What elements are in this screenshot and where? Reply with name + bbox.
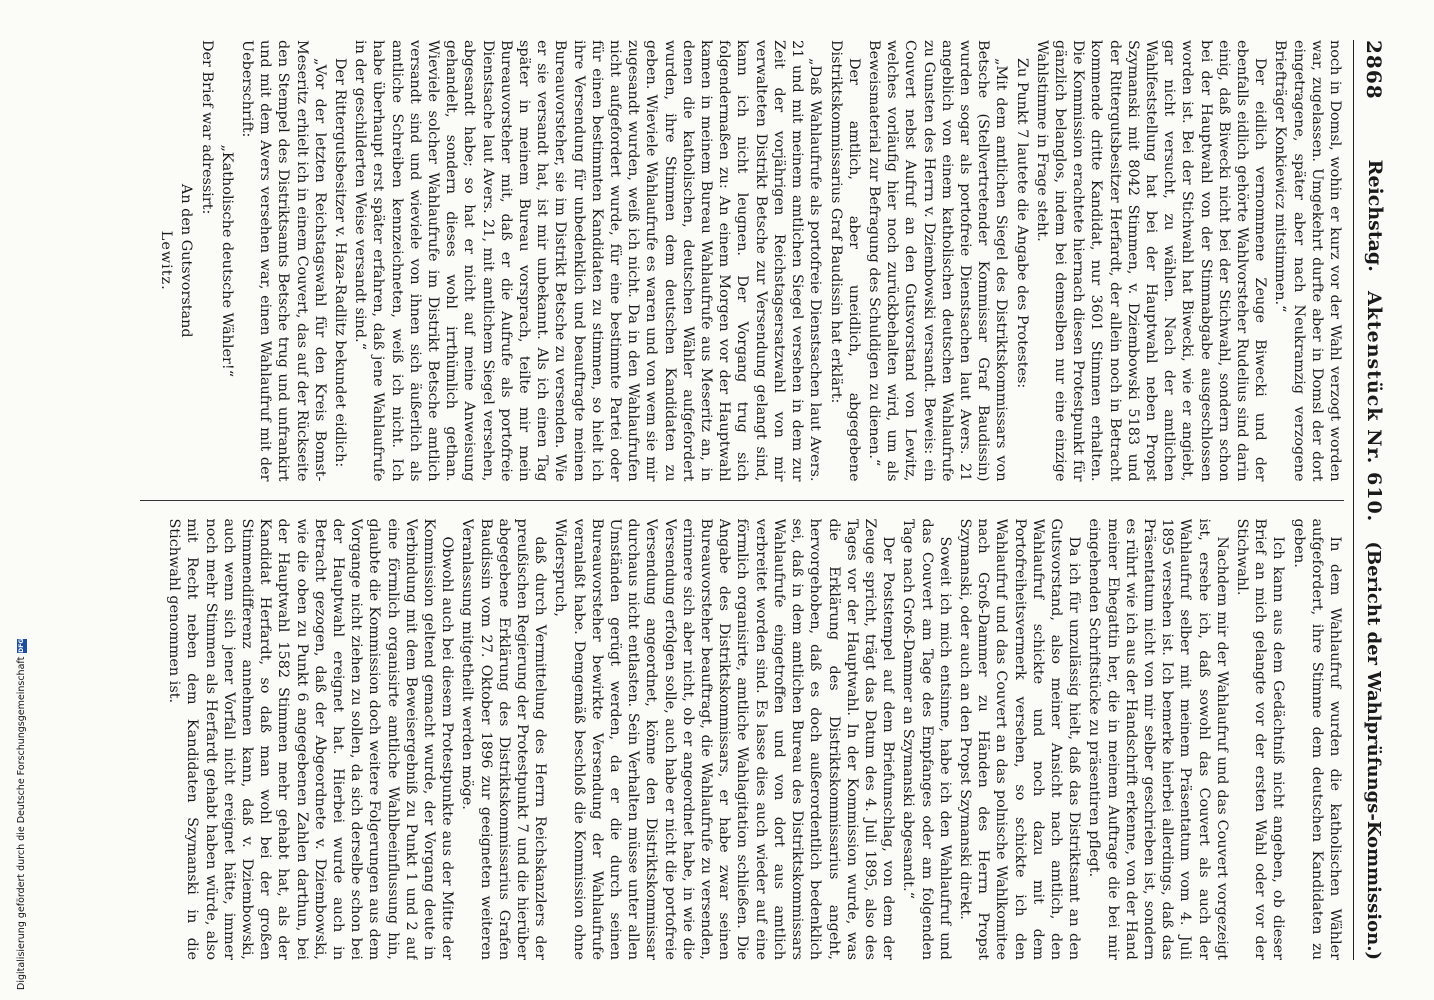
section-title: Reichstag. [1364, 159, 1386, 272]
committee-title: (Bericht der Wahlprüfungs-Kommission.) [1363, 541, 1385, 960]
rotated-document-page [100, 0, 1434, 1000]
paragraph: noch in Domsl, wohin er kurz vor der Wahl verzogt worden war, zugelassen. Umgekehrt durfte aber in Domsl der dort eingetragene, später aber nach Neukramzig verzogene Briefträger Konkiewicz mitstimmen.“ [1272, 40, 1343, 482]
running-head [1353, 40, 1394, 960]
quotation: „Daß Wahlaufrufe als portofreie Dienstsachen laut Avers. 21 und mit meinem amtlichen Siegel versehen in dem zur Zeit der vorjährigen Reichstagsersatzwahl von mir verwalteten Distrikt Betsche zur Versendung gelangt sind, kann ich nicht leugnen. Der Vorgang trug sich folgendermaßen zu: An einem Morgen vor der Hauptwahl kamen in meinem Bureau Wahlaufrufe aus Meseritz an, in denen die katholischen, deutschen Wähler aufgefordert wurden, ihre Stimmen dem deutschen Kandidaten zu geben. Wieviele Wahlaufrufe es waren und von wem sie mir zugesandt wurden, weiß ich nicht. Da in den Wahlaufrufen nicht aufgefordert wurde, für eine bestimmte Partei oder für einen bestimmten Kandidaten zu stimmen, so hielt ich ihre Versendung für unbedenklich und beauftragte meinen Bureauvorsteher, sie im Distrikt Betsche zu versenden. Wie er sie versandt hat, ist mir unbekannt. Als ich einen Tag später in meinem Bureau vorsprach, teilte mir mein Bureauvorsteher mit, daß er die Aufrufe als portofreie Dienstsache laut Avers. 21, mit amtlichem Siegel versehen, abgesandt habe; so hat er nicht auf meine Anweisung gehandelt, sondern dieses wohl irrthümlich gethan. Wieviele solcher Wahlaufrufe im Distrikt Betsche amtlich versandt sind und wieviele von ihnen sich äußerlich als amtliche Schreiben kennzeichneten, weiß ich nicht. Ich habe überhaupt erst später erfahren, daß jene Wahlaufrufe in der geschilderten Weise versandt sind.“ [352, 40, 824, 482]
paragraph: Soweit ich mich entsinne, habe ich den Wahlaufruf und das Couvert am Tage des Empfanges oder am folgenden Tage nach Groß-Dammer an Szymanski abgesandt.“ [900, 518, 953, 960]
resolution: daß durch Vermittelung des Herrn Reichskanzlers der preußischen Regierung der Protestpunkt 7 und die hierüber abgegebene Erklärung des Distriktskommissarius Grafen Baudissin vom 27. Oktober 1896 zur geeigneten weiteren Veranlassung mitgetheilt werden möge. [459, 518, 549, 960]
paragraph: Zu Punkt 7 lautete die Angabe des Protestes: [1013, 58, 1030, 389]
quotation: „Vor der letzten Reichstagswahl für den Kreis Bomst-Meseritz erhielt ich in einem Couvert, das auf der Rückseite den Stempel des Distriktsamts Betsche trug und unfrankirt und mit dem Avers versehen war, einen Wahlaufruf mit der Ueberschrift: [239, 40, 328, 482]
dfg-logo-icon: DFG [17, 638, 25, 653]
paragraph: Der amtlich, aber uneidlich, abgegebene Distriktskommissarius Graf Baudissin hat erklärt: [827, 40, 862, 482]
left-column [140, 40, 1344, 482]
paragraph: Da ich für unzulässig hielt, daß das Distriktsamt an den Gutsvorstand, also meiner Ansicht nach amtlich, den Wahlaufruf schickte und noch dazu mit dem Portofreiheitsvermerk versehen, so schickte ich den Wahlaufruf und das Couvert an das polnische Wahlkomitee nach Groß-Dammer zu Händen des Herrn Propst Szymanski, oder auch an den Propst Szymanski direkt. [956, 518, 1083, 960]
right-column [140, 519, 1344, 961]
quoted-heading: „Katholische deutsche Wähler!“ [218, 144, 235, 378]
paragraph: Nachdem mir der Wahlaufruf und das Couvert vorgezeigt ist, ersehe ich, daß sowohl das Couvert als auch der Wahlaufruf selber mit meinem Präsentatum vom 4. Juli 1895 versehen ist. Ich bemerke hierbei allerdings, daß das Präsentatum nicht von mir selber geschrieben ist, sondern es rührt wie ich aus der Handschrift erkenne, von der Hand meiner Ehegattin her, die in meinem Auftrage die bei mir eingehenden Schriftstücke zu präsentiren pflegt. [1086, 518, 1230, 960]
paragraph: Ich kann aus dem Gedächtniß nicht angeben, ob dieser Brief an mich gelangte vor der ersten Wahl oder vor der Stichwahl. [1233, 518, 1287, 960]
digitization-credit [0, 0, 27, 1000]
quotation: „Mit dem amtlichen Siegel des Distriktskommissars von Betsche (Stellvertretender Kommissar Graf Baudissin) wurden sogar als portofreie Dienstsachen laut Avers. 21 angeblich von einem katholischen deutschen Wahlaufrufe zu Gunsten des Herrn v. Dziembowski versandt. Beweis: ein Couvert nebst Aufruf an den Gutsvorstand von Lewitz, welches vorläufig hier noch zurückbehalten wird, um als Beweismaterial zur Befragung des Schuldigen zu dienen.“ [865, 40, 1010, 482]
paragraph: In dem Wahlaufruf wurden die katholischen Wähler aufgefordert, ihre Stimme dem deutschen Kandidaten zu geben. [1290, 518, 1343, 960]
paragraph: Der Poststempel auf dem Briefumschlag, von dem der Zeuge spricht, trägt das Datum des 4. Juli 1895, also des Tages vor der Hauptwahl. In der Kommission wurde, was die Erklärung des Distriktskommissarius angeht, hervorgehoben, daß es doch außerordentlich bedenklich sei, daß in dem amtlichen Bureau des Distriktskommissars Wahlaufrufe eingetroffen und von dort aus amtlich verbreitet worden sind. Es lasse dies auch wieder auf eine förmlich organisirte, amtliche Wahlagitation schließen. Die Angabe des Distriktskommissars, er habe zwar seinen Bureauvorsteher beauftragt, die Wahlaufrufe zu versenden, erinnere sich aber nicht, ob er angeordnet habe, in wie die Versendung erfolgen solle, auch habe er nicht die portofreie Versendung angeordnet, könne den Distriktskommissar durchaus nicht entlasten. Sein Verhalten müsse unter allen Umständen gerügt werden, da er die durch seinen Bureauvorsteher bewirkte Versendung der Wahlaufrufe veranlaßt habe. Demgemäß beschloß die Kommission ohne Widerspruch, [552, 518, 897, 960]
credit-text: Digitalisierung gefördert durch die Deutsche Forschungsgemeinschaft [16, 656, 27, 990]
paragraph: Der eidlich vernommene Zeuge Biwecki und der ebenfalls eidlich gehörte Wahlvorsteher Rudelius sind darin einig, daß Biwecki nicht bei der Stichwahl, sondern schon bei der Hauptwahl von der Stimmabgabe ausgeschlossen worden ist. Bei der Stichwahl hat Biwecki, wie er angiebt, gar nicht versucht, zu wählen. Nach der amtlichen Wahlfeststellung hat bei der Hauptwahl neben Propst Szymanski mit 8042 Stimmen, v. Dziembowski 5183 und der Rittergutsbesitzer Herfardt, der allein noch in Betracht kommende dritte Kandidat, nur 3601 Stimmen erhalten. Die Kommission erachtete hiernach diesen Protestpunkt für gänzlich belanglos, indem bei demselben nur eine einzige Wahlstimme in Frage steht. [1033, 40, 1269, 482]
text-columns [140, 40, 1344, 960]
page-number: 2868 [1362, 40, 1386, 100]
document-title: Aktenstück Nr. 610. [1363, 290, 1385, 523]
column-divider [140, 500, 1344, 501]
paragraph: Der Rittergutsbesitzer v. Haza-Radlitz bekundet eidlich: [332, 58, 349, 468]
paragraph: Obwohl auch bei diesem Protestpunkte aus der Mitte der Kommission geltend gemacht wurde, der Vorgang deute in Verbindung mit dem Beweisergebniß zu Punkt 1 und 2 auf eine förmlich organisirte amtliche Wahlbeeinflussung hin, glaubte die Kommission doch weitere Folgerungen aus dem Vorgange nicht ziehen zu sollen, da sich derselbe schon bei der Hauptwahl ereignet hat. Hierbei wurde auch in Betracht gezogen, daß der Abgeordnete v. Dziembowski, wie die oben zu Punkt 6 angegebenen Zahlen darthun, bei der Hauptwahl 1582 Stimmen mehr gehabt hat, als der Kandidat Herfardt, so daß man wohl bei der großen Stimmendifferenz annehmen kann, daß v. Dziembowski, auch wenn sich jener Vorfall nicht ereignet hätte, immer noch mehr Stimmen als Herfardt gehabt haben würde, also mit Recht neben dem Kandidaten Szymanski in die Stichwahl genommen ist. [166, 518, 456, 960]
address-line: An den Gutsvorstand [178, 183, 195, 338]
paragraph: Der Brief war adressirt: [198, 40, 215, 215]
address-place: Lewitz. [158, 230, 175, 291]
